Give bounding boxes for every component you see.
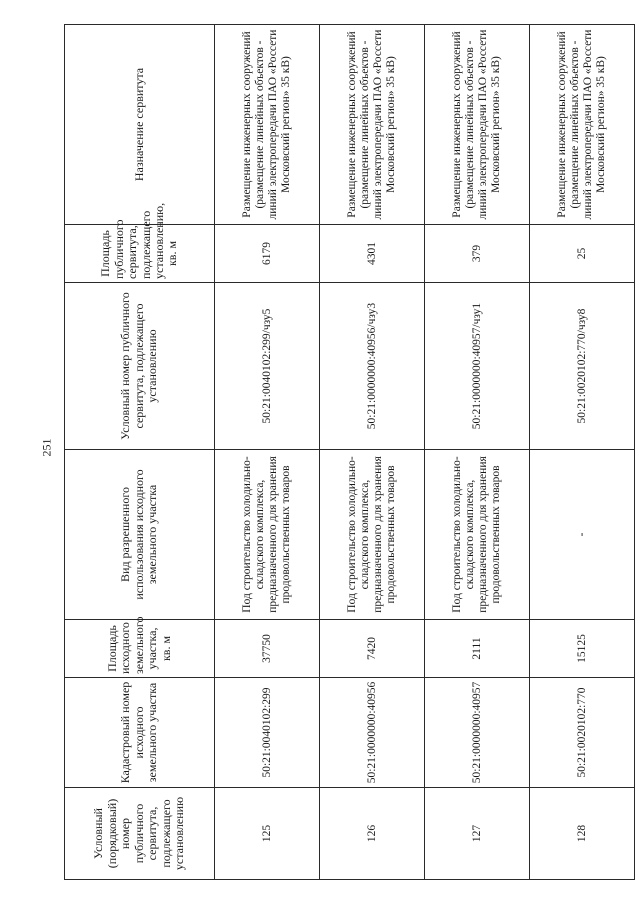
cell-cadastral-number: 50:21:0000000:40957 (425, 678, 530, 788)
cell-land-area: 15125 (530, 620, 635, 678)
rotated-table-wrapper (64, 25, 634, 880)
cell-conditional-number: 50:21:0000000:40957/чзу1 (425, 283, 530, 450)
cell-permitted-use: Под строительство холодильно-складского комплекса, предназначенного для хранения продовольственных товаров (320, 450, 425, 620)
cell-land-area: 7420 (320, 620, 425, 678)
cell-conditional-number: 50:21:0000000:40956/чзу3 (320, 283, 425, 450)
header-permitted-use: Вид разрешенного использования исходного земельного участка (65, 450, 215, 620)
header-purpose: Назначение сервитута (65, 25, 215, 225)
cell-servitude-number: 126 (320, 788, 425, 880)
header-row (65, 25, 215, 880)
header-servitude-number: Условный (порядковый) номер публичного сервитута, подлежащего установлению (65, 788, 215, 880)
cell-purpose: Размещение инженерных сооружений (размещение линейных объектов - линий электропередачи ПАО «Россети Московский регион» 35 кВ) (530, 25, 635, 225)
cell-cadastral-number: 50:21:0040102:299 (215, 678, 320, 788)
table-row (425, 25, 530, 880)
cell-permitted-use: Под строительство холодильно-складского комплекса, предназначенного для хранения продовольственных товаров (215, 450, 320, 620)
header-land-area: Площадь исходного земельного участка, кв. м (65, 620, 215, 678)
header-conditional-number: Условный номер публичного сервитута, подлежащего установлению (65, 283, 215, 450)
servitude-table (64, 24, 635, 880)
table-row (320, 25, 425, 880)
page-number: 251 (39, 438, 54, 457)
cell-permitted-use: - (530, 450, 635, 620)
cell-servitude-area: 6179 (215, 225, 320, 283)
cell-cadastral-number: 50:21:0020102:770 (530, 678, 635, 788)
cell-purpose: Размещение инженерных сооружений (размещение линейных объектов - линий электропередачи ПАО «Россети Московский регион» 35 кВ) (215, 25, 320, 225)
header-cadastral-number: Кадастровый номер исходного земельного участка (65, 678, 215, 788)
table-row (215, 25, 320, 880)
cell-servitude-number: 128 (530, 788, 635, 880)
header-servitude-area: Площадь публичного сервитута, подлежащего установлению, кв. м (65, 225, 215, 283)
cell-conditional-number: 50:21:0040102:299/чзу5 (215, 283, 320, 450)
cell-servitude-area: 4301 (320, 225, 425, 283)
cell-servitude-number: 127 (425, 788, 530, 880)
cell-servitude-area: 379 (425, 225, 530, 283)
cell-servitude-number: 125 (215, 788, 320, 880)
cell-land-area: 37750 (215, 620, 320, 678)
cell-conditional-number: 50:21:0020102:770/чзу8 (530, 283, 635, 450)
cell-servitude-area: 25 (530, 225, 635, 283)
cell-purpose: Размещение инженерных сооружений (размещение линейных объектов - линий электропередачи ПАО «Россети Московский регион» 35 кВ) (320, 25, 425, 225)
cell-permitted-use: Под строительство холодильно-складского комплекса, предназначенного для хранения продовольственных товаров (425, 450, 530, 620)
cell-cadastral-number: 50:21:0000000:40956 (320, 678, 425, 788)
cell-land-area: 2111 (425, 620, 530, 678)
table-row (530, 25, 635, 880)
cell-purpose: Размещение инженерных сооружений (размещение линейных объектов - линий электропередачи ПАО «Россети Московский регион» 35 кВ) (425, 25, 530, 225)
